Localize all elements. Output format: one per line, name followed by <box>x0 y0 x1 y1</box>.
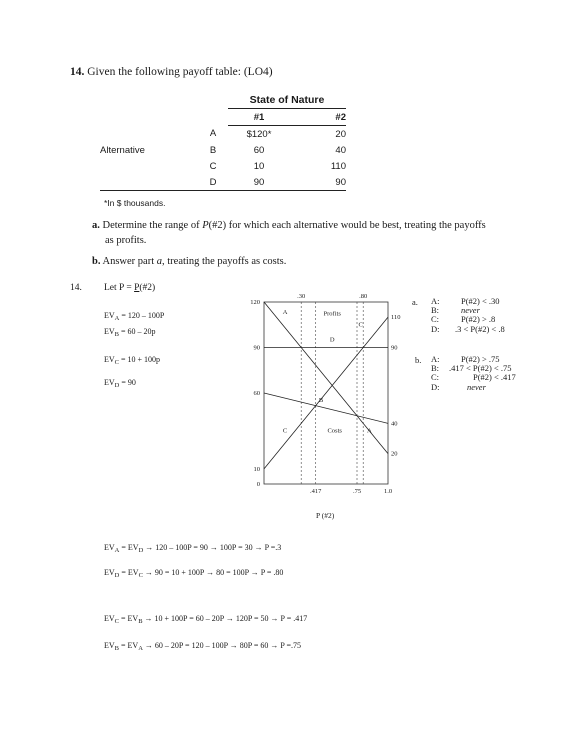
part-b-text-post: , treating the payoffs as costs. <box>162 256 287 267</box>
part-b <box>92 256 286 267</box>
right-tick-label: 90 <box>391 344 398 352</box>
right-tick-label: 110 <box>391 314 401 322</box>
chart-x-label: P (#2) <box>316 511 335 520</box>
problem-header <box>70 66 273 78</box>
part-b-text-pre: Answer part <box>102 256 157 267</box>
ev-post: = 10 + 100p <box>119 355 161 364</box>
derivation-rhs: → 10 + 100P = 60 – 20P → 120P = 50 → P = .417 <box>142 614 308 623</box>
derivation-ev: = EV <box>119 568 139 577</box>
ev-pre: EV <box>104 378 115 387</box>
answer-key: C: <box>431 372 440 383</box>
left-tick-label: 90 <box>253 344 260 352</box>
answers-b-keys <box>431 355 440 392</box>
derivation-ev: EV <box>104 614 115 623</box>
derivation-sub: C <box>114 618 120 625</box>
ev-sub: D <box>114 382 120 389</box>
column-2-header: #2 <box>290 109 346 126</box>
answer-key: C: <box>431 314 440 325</box>
region-label: A <box>367 427 372 435</box>
top-tick-label: .30 <box>297 293 306 300</box>
answers-b-values <box>449 354 516 392</box>
answer-key: B: <box>431 305 440 316</box>
answers-b-label: b. <box>415 355 422 365</box>
table-header-state-of-nature: State of Nature <box>228 92 346 109</box>
table-row <box>100 126 346 143</box>
derivation-ev: EV <box>104 641 115 650</box>
row-value-2: 40 <box>335 144 346 156</box>
bottom-tick-label: .417 <box>310 488 322 495</box>
derivation-sub: D <box>114 572 120 579</box>
right-tick-label: 40 <box>391 420 398 428</box>
derivation-sub: A <box>138 645 143 652</box>
table-row <box>100 174 346 191</box>
ev-sub: A <box>114 315 120 322</box>
problem-text: Given the following payoff table: (LO4) <box>87 66 273 78</box>
row-value-1: 90 <box>228 174 290 191</box>
ev-pre: EV <box>104 327 115 336</box>
region-label: Costs <box>327 427 342 435</box>
derivation-rhs: → 60 – 20P = 120 – 100P → 80P = 60 → P =.75 <box>142 641 302 650</box>
ev-equation <box>104 311 164 322</box>
region-label: A <box>282 309 288 317</box>
derivation-rhs: → 90 = 10 + 100P → 80 = 100P → P = .80 <box>142 568 284 577</box>
answer-value: P(#2) > .75 <box>461 354 500 364</box>
ev-post: = 60 – 20p <box>119 327 156 336</box>
table-columns-row <box>100 109 346 126</box>
table-footnote: *In $ thousands. <box>104 198 166 208</box>
derivation <box>104 641 301 652</box>
derivation <box>104 543 281 554</box>
derivation-sub: A <box>114 547 120 554</box>
let-text-post: (#2) <box>139 283 156 293</box>
solution-let <box>104 283 155 293</box>
derivation-rhs: → 120 – 100P = 90 → 100P = 30 → P =.3 <box>143 543 282 552</box>
derivation-ev: EV <box>104 543 115 552</box>
region-label: D <box>329 336 335 344</box>
answer-key: B: <box>431 363 440 374</box>
solution-number: 14. <box>70 283 82 293</box>
row-label: D <box>198 174 228 191</box>
row-value-2: 20 <box>335 128 346 140</box>
series-line-c <box>264 317 388 469</box>
region-label: Profits <box>323 310 341 318</box>
answers-a-values <box>455 296 505 334</box>
left-tick-label: 10 <box>253 465 260 473</box>
top-tick-label: .80 <box>359 293 368 300</box>
derivation-sub: C <box>138 572 143 579</box>
table-header-row <box>100 92 346 109</box>
breakeven-chart <box>236 288 416 528</box>
row-value-2: 110 <box>330 160 346 172</box>
answer-value: never <box>467 381 486 392</box>
ev-equation <box>104 378 136 389</box>
row-label: B <box>209 144 217 156</box>
ev-pre: EV <box>104 355 115 364</box>
row-value-1: 10 <box>253 160 265 172</box>
ev-equation <box>104 327 156 338</box>
region-label: C <box>358 321 363 329</box>
answer-key: D: <box>431 381 440 392</box>
answer-value: never <box>461 305 480 316</box>
answer-value: .417 < P(#2) < .75 <box>449 363 512 374</box>
ev-pre: EV <box>104 311 115 320</box>
ev-sub: B <box>114 331 120 338</box>
table-row <box>100 158 346 174</box>
series-line-b <box>264 393 388 423</box>
row-value-1: 60 <box>253 144 265 156</box>
row-group-label: Alternative <box>100 144 145 156</box>
derivation-ev: = EV <box>119 614 139 623</box>
row-value-1: $120* <box>246 128 272 140</box>
answer-key: A: <box>431 296 440 306</box>
derivation-ev: = EV <box>119 641 139 650</box>
answer-value: .3 < P(#2) < .8 <box>455 323 505 334</box>
ev-equation <box>104 355 160 366</box>
bottom-tick-label: .75 <box>352 488 362 495</box>
derivation <box>104 614 307 625</box>
left-tick-label: 60 <box>253 390 260 397</box>
answer-value: P(#2) < .30 <box>461 296 500 306</box>
let-text-pre: Let P = <box>104 283 135 293</box>
part-a-text-em: P <box>202 220 209 231</box>
ev-sub: C <box>114 359 120 366</box>
ev-post: = 90 <box>119 378 136 387</box>
left-tick-label: 0 <box>256 481 260 488</box>
problem-number: 14. <box>70 66 85 78</box>
answers-a-label: a. <box>412 297 418 307</box>
derivation-ev: EV <box>104 568 115 577</box>
let-text-p: P <box>134 283 140 293</box>
part-a-text-pre: Determine the range of <box>102 220 203 231</box>
derivation-ev: = EV <box>119 543 139 552</box>
answer-key: D: <box>431 323 440 334</box>
row-label: C <box>209 160 217 172</box>
region-label: B <box>318 397 324 405</box>
part-a-line2: as profits. <box>105 235 147 246</box>
right-tick-label: 20 <box>391 450 398 458</box>
row-label: A <box>209 128 217 140</box>
part-a-text-post: (#2) for which each alternative would be best, treating the payoffs <box>208 220 486 231</box>
part-b-label: b. <box>92 256 101 267</box>
left-tick-label: 120 <box>250 299 260 306</box>
answers-a-keys <box>431 297 440 334</box>
region-label: C <box>282 427 288 435</box>
answer-value: P(#2) > .8 <box>461 314 496 325</box>
bottom-tick-label: 1.0 <box>383 488 393 495</box>
derivation <box>104 568 283 579</box>
derivation-sub: D <box>138 547 144 554</box>
column-1-header: #1 <box>228 109 290 126</box>
answer-value: P(#2) < .417 <box>473 372 516 383</box>
part-b-text-em: a <box>156 256 162 267</box>
answer-key: A: <box>431 354 440 364</box>
part-a <box>92 220 486 231</box>
ev-post: = 120 – 100P <box>119 311 165 320</box>
table-row <box>100 142 346 158</box>
row-value-2: 90 <box>290 174 346 191</box>
part-a-label: a. <box>92 220 100 231</box>
payoff-table <box>100 92 346 191</box>
derivation-sub: B <box>114 645 120 652</box>
derivation-sub: B <box>138 618 143 625</box>
